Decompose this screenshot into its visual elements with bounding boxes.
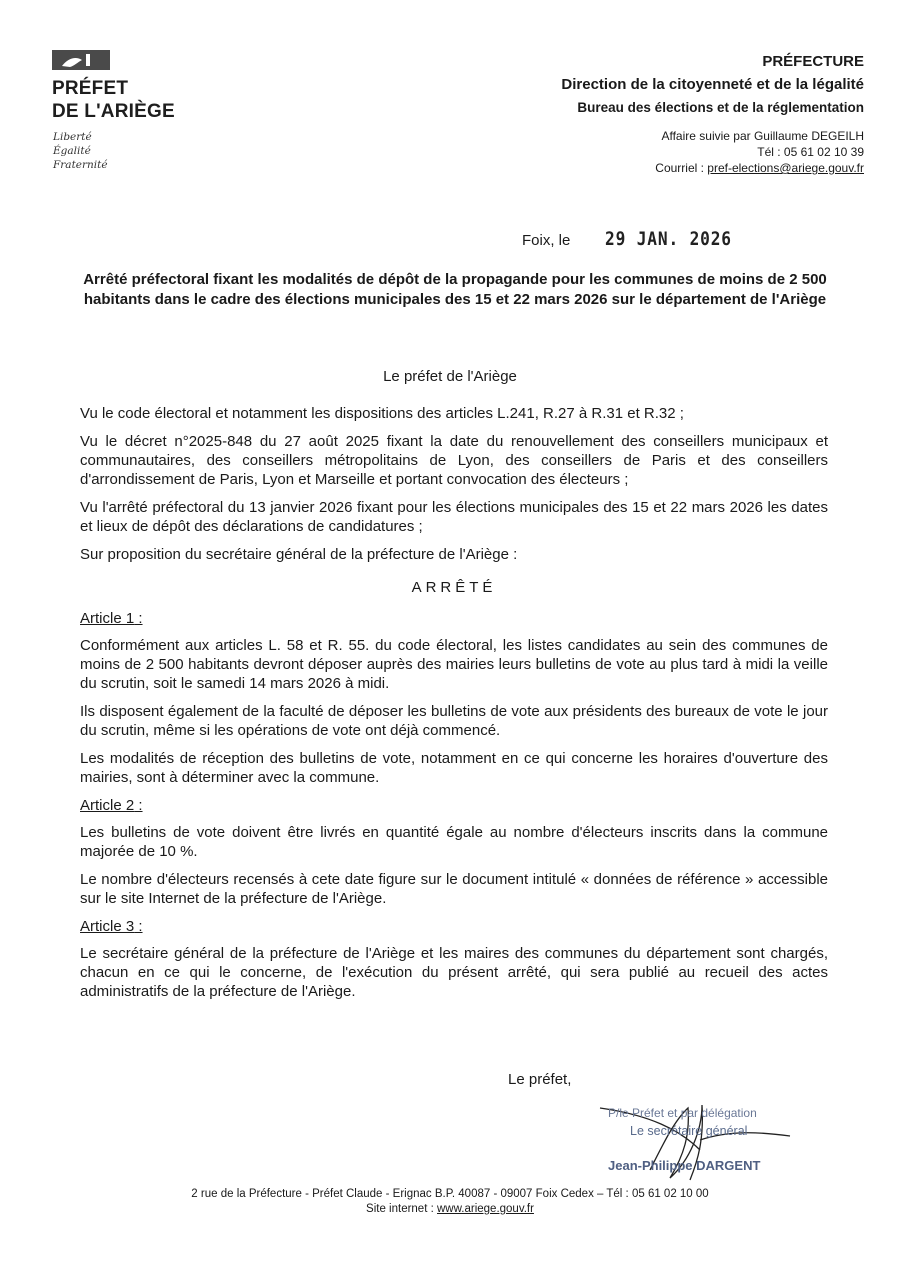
article-paragraph: Les bulletins de vote doivent être livrés en quantité égale au nombre d'électeurs inscrits dans la commune majorée de 10 %.	[80, 824, 828, 860]
direction-label: Direction de la citoyenneté et de la légalité	[561, 76, 864, 93]
considerant: Sur proposition du secrétaire général de la préfecture de l'Ariège :	[80, 546, 518, 563]
considerant: Vu l'arrêté préfectoral du 13 janvier 2026 fixant pour les élections municipales des 15 et 22 mars 2026 les dates et lieux de dépôt des déclarations de candidatures ;	[80, 499, 828, 535]
bureau-label: Bureau des élections et de la réglementation	[577, 100, 864, 115]
footer-site-link[interactable]: www.ariege.gouv.fr	[437, 1203, 534, 1215]
contact-tel: Tél : 05 61 02 10 39	[757, 145, 864, 159]
footer-address: 2 rue de la Préfecture - Préfet Claude - Erignac B.P. 40087 - 09007 Foix Cedex – Tél : 05 61 02 10 00	[191, 1188, 709, 1200]
footer-site-line	[0, 1202, 900, 1217]
logo-line-1: PRÉFET	[52, 78, 129, 99]
footer	[0, 1187, 900, 1217]
article-paragraph: Le nombre d'électeurs recensés à cete date figure sur le document intitulé « données de référence » accessible sur le site Internet de la préfecture de l'Ariège.	[80, 871, 828, 907]
sender-block	[561, 52, 864, 176]
date-line	[522, 228, 754, 250]
marianne-logo-icon	[52, 50, 110, 70]
date-place: Foix, le	[522, 232, 571, 249]
courriel-label: Courriel :	[655, 161, 708, 175]
affaire-suivie: Affaire suivie par Guillaume DEGEILH	[661, 129, 864, 143]
signature-stamp	[590, 1100, 820, 1190]
logo-title	[52, 77, 175, 123]
signature-label: Le préfet,	[508, 1071, 572, 1088]
intro-prefet: Le préfet de l'Ariège	[383, 368, 517, 385]
date-stamp: 29 JAN. 2026	[604, 228, 732, 250]
article-paragraph: Conformément aux articles L. 58 et R. 55. du code électoral, les listes candidates au sein des communes de moins de 2 500 habitants devront déposer auprès des mairies leurs bulletins de vote au plus tard à midi la veille du scrutin, soit le samedi 14 mars 2026 à midi.	[80, 637, 828, 692]
article-3	[80, 917, 828, 1001]
document-body	[80, 404, 828, 1010]
republic-motto	[53, 130, 108, 172]
prefecture-label: PRÉFECTURE	[762, 53, 864, 70]
article-heading: Article 3 :	[80, 918, 143, 935]
article-paragraph: Le secrétaire général de la préfecture de l'Ariège et les maires des communes du département sont chargés, chacun en ce qui le concerne, de l'exécution du présent arrêté, qui sera publié au recueil des actes administratifs de la préfecture de l'Ariège.	[80, 945, 828, 1000]
motto-liberte: Liberté	[53, 131, 92, 143]
logo-line-2: DE L'ARIÈGE	[52, 101, 175, 122]
stamp-secretaire: Le secrétaire général	[630, 1124, 748, 1138]
motto-egalite: Égalité	[53, 145, 91, 157]
contact-courriel	[561, 160, 864, 176]
considerant: Vu le code électoral et notamment les dispositions des articles L.241, R.27 à R.31 et R.32 ;	[80, 405, 684, 422]
footer-site-label: Site internet :	[366, 1203, 437, 1215]
courriel-link[interactable]: pref-elections@ariege.gouv.fr	[707, 161, 864, 175]
article-1	[80, 609, 828, 787]
article-heading: Article 2 :	[80, 797, 143, 814]
article-paragraph: Ils disposent également de la faculté de déposer les bulletins de vote aux présidents des bureaux de vote le jour du scrutin, même si les opérations de vote ont déjà commencé.	[80, 703, 828, 739]
arrete-heading: ARRÊTÉ	[411, 579, 497, 596]
motto-fraternite: Fraternité	[53, 159, 108, 171]
stamp-delegation: P/le Préfet et par délégation	[608, 1106, 757, 1120]
article-heading: Article 1 :	[80, 610, 143, 627]
article-paragraph: Les modalités de réception des bulletins de vote, notamment en ce qui concerne les horaires d'ouverture des mairies, sont à déterminer avec la commune.	[80, 750, 828, 786]
considerant: Vu le décret n°2025-848 du 27 août 2025 fixant la date du renouvellement des conseillers municipaux et communautaires, des conseillers métropolitains de Lyon, des conseillers de Paris et des conseillers d'arrondissement de Paris, Lyon et Marseille et portant convocation des électeurs ;	[80, 433, 828, 488]
article-2	[80, 796, 828, 908]
document-title: Arrêté préfectoral fixant les modalités de dépôt de la propagande pour les communes de moins de 2 500 habitants dans le cadre des élections municipales des 15 et 22 mars 2026 sur le département de l'Ariège	[83, 271, 827, 308]
signatory-name: Jean-Philippe DARGENT	[608, 1158, 761, 1173]
contact-block	[561, 128, 864, 176]
